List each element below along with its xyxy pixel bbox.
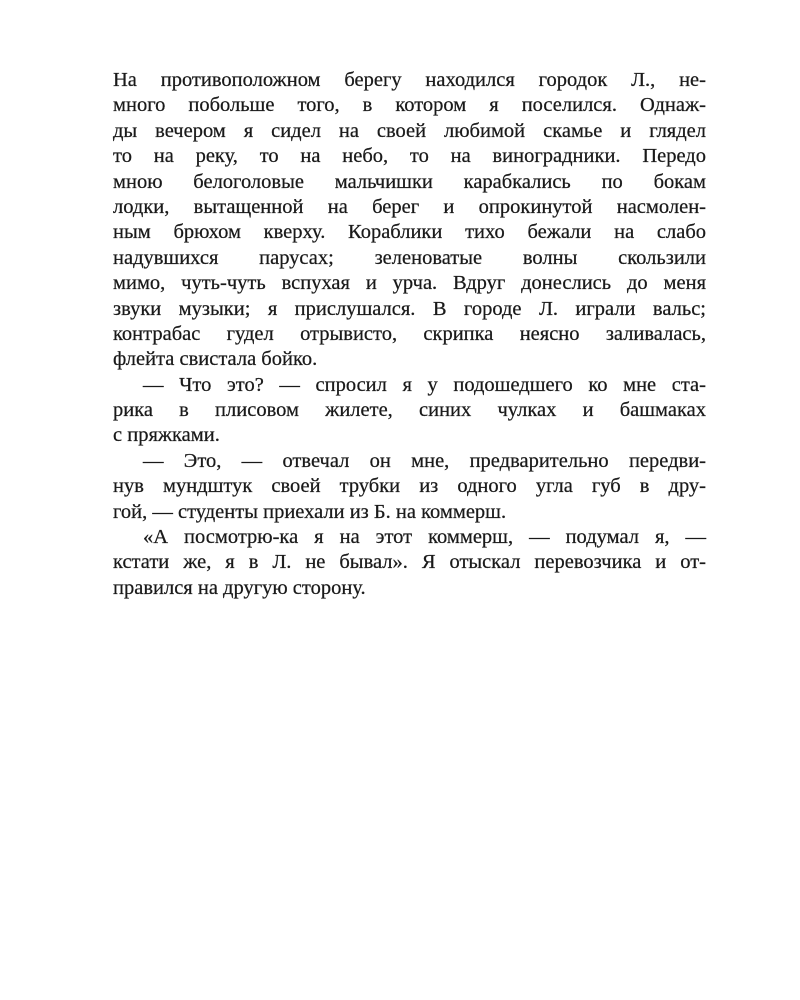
text-line: ды вечером я сидел на своей любимой скамье и глядел (113, 119, 706, 142)
body-text (113, 68, 706, 601)
text-line: флейта свистала бойко. (113, 348, 318, 371)
text-line: много побольше того, в котором я поселился. Однаж- (113, 94, 706, 117)
text-line: лодки, вытащенной на берег и опрокинутой насмолен- (113, 195, 706, 218)
text-line: с пряжками. (113, 424, 220, 447)
text-line: контрабас гудел отрывисто, скрипка неясно заливалась, (113, 322, 706, 345)
text-line: На противоположном берегу находился городок Л., не- (113, 69, 706, 91)
text-line: то на реку, то на небо, то на виноградники. Передо (113, 145, 706, 168)
text-line: надувшихся парусах; зеленоватые волны скользили (113, 246, 706, 269)
text-line: звуки музыки; я прислушался. В городе Л. играли вальс; (113, 297, 706, 320)
text-line: — Что это? — спросил я у подошедшего ко мне ста- (143, 373, 706, 396)
text-line: мимо, чуть-чуть вспухая и урча. Вдруг донеслись до меня (113, 272, 706, 295)
text-line: нув мундштук своей трубки из одного угла губ в дру- (113, 475, 706, 498)
text-line: гой, — студенты приехали из Б. на коммерш. (113, 500, 507, 523)
text-line: — Это, — отвечал он мне, предварительно передви- (143, 449, 706, 472)
text-line: ным брюхом кверху. Кораблики тихо бежали на слабо (113, 221, 706, 244)
text-line: «А посмотрю-ка я на этот коммерш, — подумал я, — (143, 526, 706, 549)
text-line: правился на другую сторону. (113, 576, 366, 599)
text-line: кстати же, я в Л. не бывал». Я отыскал перевозчика и от- (113, 551, 706, 574)
text-line: мною белоголовые мальчишки карабкались по бокам (113, 170, 706, 193)
text-line: рика в плисовом жилете, синих чулках и башмаках (113, 399, 706, 422)
